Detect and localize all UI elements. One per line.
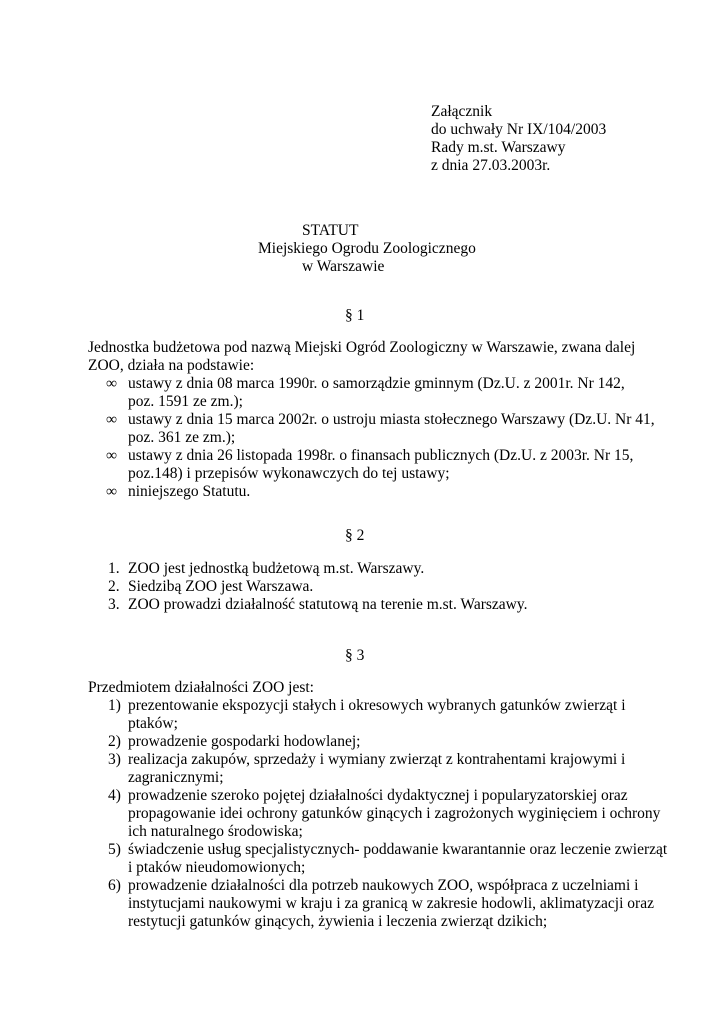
- infinity-bullet-icon: ∞: [106, 483, 118, 500]
- title-statut: STATUT: [302, 222, 359, 239]
- list-item: 5) świadczenie usług specjalistycznych- poddawanie kwarantannie oraz leczenie zwierząt i ptaków nieudomowionych;: [108, 841, 668, 876]
- list-item: ∞ ustawy z dnia 26 listopada 1998r. o finansach publicznych (Dz.U. z 2003r. Nr 15, poz.148) i przepisów wykonawczych do tej ustawy;: [106, 447, 634, 482]
- attachment-header: [431, 103, 606, 175]
- list-item: ∞ niniejszego Statutu.: [106, 483, 251, 500]
- section-1-intro-line-1: Jednostka budżetowa pod nazwą Miejski Ogród Zoologiczny w Warszawie, zwana dalej: [88, 339, 636, 356]
- attachment-line-1: Załącznik: [431, 103, 493, 120]
- list-item: 2. Siedzibą ZOO jest Warszawa.: [108, 578, 314, 595]
- list-item: 1. ZOO jest jednostką budżetową m.st. Warszawy.: [108, 560, 425, 577]
- section-2-mark: § 2: [345, 527, 365, 544]
- infinity-bullet-icon: ∞: [106, 411, 118, 428]
- section-1-mark: § 1: [345, 307, 365, 324]
- section-3-mark: § 3: [345, 647, 365, 664]
- infinity-bullet-icon: ∞: [106, 375, 118, 392]
- attachment-line-3: Rady m.st. Warszawy: [431, 139, 566, 156]
- section-1-list: [88, 375, 655, 501]
- section-1-intro-line-2: ZOO, działa na podstawie:: [88, 357, 255, 374]
- list-item: 1) prezentowanie ekspozycji stałych i okresowych wybranych gatunków zwierząt i ptaków;: [108, 697, 626, 732]
- list-item: 3) realizacja zakupów, sprzedaży i wymiany zwierząt z kontrahentami krajowymi i zagranicznymi;: [108, 751, 626, 786]
- section-3-list: [88, 697, 668, 931]
- list-item: 2) prowadzenie gospodarki hodowlanej;: [108, 733, 361, 750]
- attachment-line-2: do uchwały Nr IX/104/2003: [431, 121, 607, 138]
- section-3-intro: Przedmiotem działalności ZOO jest:: [88, 679, 314, 696]
- list-item: 6) prowadzenie działalności dla potrzeb naukowych ZOO, współpraca z uczelniami i instytucjami naukowymi w kraju i za granicą w zakresie hodowli, aklimatyzacji oraz restytucji gatunków ginących, żywienia i leczenia zwierząt dzikich;: [108, 877, 654, 930]
- section-1-intro: [88, 339, 636, 375]
- list-item: ∞ ustawy z dnia 15 marca 2002r. o ustroju miasta stołecznego Warszawy (Dz.U. Nr 41, poz. 361 ze zm.);: [106, 411, 655, 446]
- attachment-line-4: z dnia 27.03.2003r.: [431, 157, 551, 174]
- list-item: 3. ZOO prowadzi działalność statutową na terenie m.st. Warszawy.: [108, 596, 528, 613]
- list-item: 4) prowadzenie szeroko pojętej działalności dydaktycznej i popularyzatorskiej oraz propagowanie idei ochrony gatunków ginących i zagrożonych wyginięciem i ochrony ich naturalnego środowiska;: [108, 787, 661, 840]
- list-item: ∞ ustawy z dnia 08 marca 1990r. o samorządzie gminnym (Dz.U. z 2001r. Nr 142, poz. 1591 ze zm.);: [106, 375, 625, 410]
- title-city: w Warszawie: [302, 258, 385, 275]
- title-institution: Miejskiego Ogrodu Zoologicznego: [258, 240, 476, 257]
- section-2-list: [88, 560, 648, 614]
- infinity-bullet-icon: ∞: [106, 447, 118, 464]
